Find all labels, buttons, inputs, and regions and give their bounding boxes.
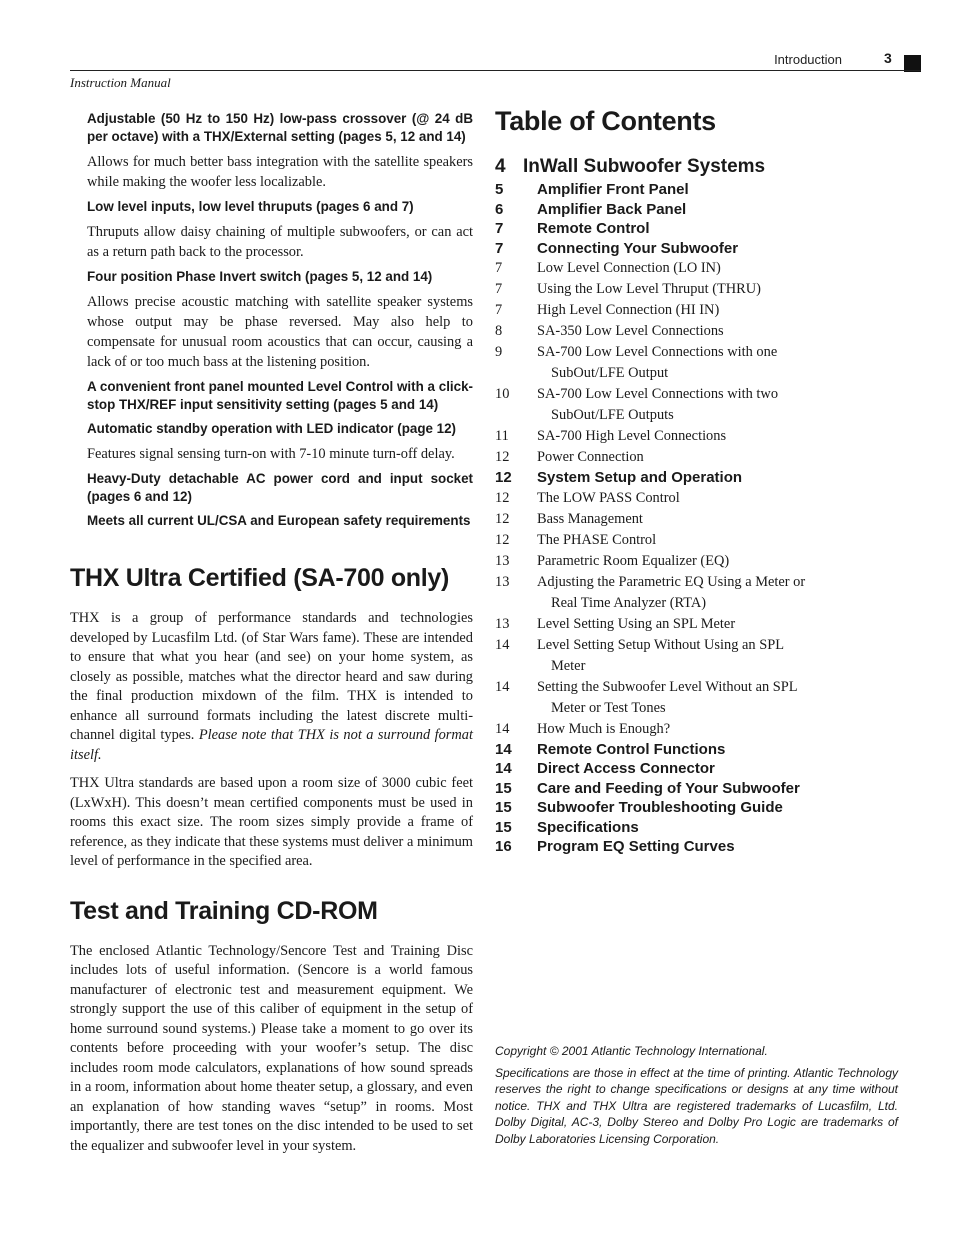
toc-page-number: 12 bbox=[495, 510, 510, 527]
toc-page-number: 15 bbox=[495, 799, 512, 816]
toc-entry-text: Level Setting Setup Without Using an SPL Meter bbox=[537, 636, 784, 674]
page-number: 3 bbox=[884, 50, 892, 66]
toc-subsection-entry bbox=[495, 342, 825, 384]
toc-subsection-entry bbox=[495, 488, 825, 509]
toc-page-number: 7 bbox=[495, 239, 504, 257]
toc-section-entry bbox=[495, 239, 825, 259]
toc-entries bbox=[495, 180, 825, 857]
toc-entry-text: Adjusting the Parametric EQ Using a Meter or Real Time Analyzer (RTA) bbox=[537, 573, 806, 611]
toc-page-number: 13 bbox=[495, 573, 510, 590]
toc-entry-text: Program EQ Setting Curves bbox=[537, 838, 735, 855]
toc-page-number: 14 bbox=[495, 678, 510, 695]
toc-entry-text: Care and Feeding of Your Subwoofer bbox=[537, 779, 800, 797]
toc-page-number: 11 bbox=[495, 428, 509, 444]
toc-page-number: 10 bbox=[495, 386, 510, 402]
table-of-contents bbox=[495, 154, 825, 857]
thx-paragraph-1-note: Please note that THX is not a surround format itself. bbox=[70, 727, 473, 763]
toc-entry-text: Specifications bbox=[537, 818, 639, 836]
feature-description: Allows for much better bass integration with the satellite speakers while making the woofer less localizable. bbox=[87, 154, 473, 190]
toc-subsection-entry bbox=[495, 719, 825, 740]
feature-description: Thruputs allow daisy chaining of multiple subwoofers, or can act as a return path back to the processor. bbox=[87, 224, 473, 260]
toc-page-number: 12 bbox=[495, 449, 510, 465]
toc-section-entry bbox=[495, 180, 825, 200]
cdrom-heading: Test and Training CD-ROM bbox=[70, 896, 378, 925]
thx-paragraph-1 bbox=[70, 609, 473, 765]
toc-page-number: 9 bbox=[495, 344, 503, 360]
toc-entry-text: Amplifier Back Panel bbox=[537, 200, 687, 218]
toc-section-entry bbox=[495, 798, 825, 818]
thx-paragraph-1-text: THX is a group of performance standards and technologies developed by Lucasfilm Ltd. (of Star Wars fame). These are intended to ensure that what you hear (and see) on your home system, as closely as possible, matches what the director heard and saw during the final production mixdown of the film. THX is intended to enhance all surround formats including the latest discrete multi-channel digital types. bbox=[70, 610, 473, 743]
toc-subsection-entry bbox=[495, 300, 825, 321]
toc-subsection-entry bbox=[495, 279, 825, 300]
toc-entry-text: System Setup and Operation bbox=[537, 469, 743, 486]
toc-entry-text: Setting the Subwoofer Level Without an SPL Meter or Test Tones bbox=[537, 678, 798, 716]
toc-page-number: 16 bbox=[495, 838, 512, 855]
toc-page-number: 7 bbox=[495, 281, 503, 297]
toc-entry-text: Power Connection bbox=[537, 449, 644, 465]
toc-entry-text: SA-350 Low Level Connections bbox=[537, 323, 724, 339]
trademark-notice: Specifications are those in effect at the time of printing. Atlantic Technology reserves the right to change specifications or designs at any time without notice. THX and THX Ultra are registered trademarks of Lucasfilm, Ltd. Dolby Digital, AC-3, Dolby Stereo and Dolby Pro Logic are trademarks of Dolby Laboratories Licensing Corporation. bbox=[495, 1065, 898, 1146]
toc-entry-text: Remote Control bbox=[537, 220, 650, 237]
toc-page-number: 4 bbox=[495, 156, 506, 177]
toc-title: Table of Contents bbox=[495, 106, 716, 136]
toc-entry-text: Using the Low Level Thruput (THRU) bbox=[537, 281, 761, 297]
toc-subsection-entry bbox=[495, 258, 825, 279]
toc-section-entry bbox=[495, 837, 825, 857]
toc-entry-text: SA-700 Low Level Connections with two SubOut/LFE Outputs bbox=[537, 386, 779, 423]
toc-page-number: 7 bbox=[495, 260, 503, 276]
feature-description: Allows precise acoustic matching with satellite speaker systems whose output may be phase reversed. May also help to compensate for unusual room acoustics that can occur, causing a lack of or too much bass at the listening position. bbox=[87, 294, 473, 370]
toc-subsection-entry bbox=[495, 635, 825, 677]
toc-page-number: 14 bbox=[495, 740, 512, 758]
toc-page-number: 7 bbox=[495, 220, 504, 237]
toc-entry-text: How Much is Enough? bbox=[537, 720, 671, 737]
toc-subsection-entry bbox=[495, 530, 825, 551]
toc-page-number: 14 bbox=[495, 720, 510, 737]
toc-subsection-entry bbox=[495, 509, 825, 530]
running-header-section: Introduction bbox=[774, 52, 842, 67]
copyright-line: Copyright © 2001 Atlantic Technology International. bbox=[495, 1044, 768, 1058]
thx-heading: THX Ultra Certified (SA-700 only) bbox=[70, 564, 450, 592]
header-rule bbox=[70, 70, 921, 71]
toc-page-number: 12 bbox=[495, 469, 512, 486]
toc-section-entry bbox=[495, 200, 825, 220]
toc-section-entry bbox=[495, 219, 825, 239]
toc-entry-text: SA-700 High Level Connections bbox=[537, 428, 727, 444]
toc-entry-text: The LOW PASS Control bbox=[537, 489, 680, 506]
toc-subsection-entry bbox=[495, 447, 825, 468]
toc-lead-entry bbox=[495, 154, 825, 180]
feature-title: Meets all current UL/CSA and European safety requirements bbox=[87, 513, 471, 528]
toc-subsection-entry bbox=[495, 384, 825, 426]
toc-subsection-entry bbox=[495, 321, 825, 342]
toc-entry-text: Low Level Connection (LO IN) bbox=[537, 260, 721, 276]
left-column bbox=[70, 110, 473, 1165]
toc-entry-text: Subwoofer Troubleshooting Guide bbox=[537, 799, 783, 816]
toc-entry-text: Bass Management bbox=[537, 510, 643, 527]
toc-page-number: 15 bbox=[495, 818, 512, 836]
toc-entry-text: Parametric Room Equalizer (EQ) bbox=[537, 552, 730, 569]
feature-title: Low level inputs, low level thruputs (pages 6 and 7) bbox=[87, 199, 414, 214]
toc-subsection-entry bbox=[495, 572, 825, 614]
thx-paragraph-2: THX Ultra standards are based upon a room size of 3000 cubic feet (LxWxH). This doesn’t mean certified components must be used in rooms this exact size. The room sizes simply provide a frame of reference, as they indicate that these systems must deliver a minimum level of performance in the specified area. bbox=[70, 775, 473, 869]
toc-page-number: 14 bbox=[495, 760, 512, 777]
legal-notice bbox=[495, 1043, 898, 1152]
toc-page-number: 12 bbox=[495, 531, 510, 548]
feature-title: Automatic standby operation with LED indicator (page 12) bbox=[87, 421, 457, 436]
toc-section-entry bbox=[495, 468, 825, 488]
toc-page-number: 14 bbox=[495, 636, 510, 653]
toc-entry-text: Connecting Your Subwoofer bbox=[537, 239, 739, 257]
toc-entry-text: The PHASE Control bbox=[537, 531, 657, 548]
toc-subsection-entry bbox=[495, 551, 825, 572]
feature-title: Four position Phase Invert switch (pages 5, 12 and 14) bbox=[87, 269, 433, 284]
toc-subsection-entry bbox=[495, 614, 825, 635]
toc-subsection-entry bbox=[495, 426, 825, 447]
toc-page-number: 6 bbox=[495, 200, 504, 218]
toc-section-entry bbox=[495, 818, 825, 838]
feature-description: Features signal sensing turn-on with 7-10 minute turn-off delay. bbox=[87, 446, 455, 462]
toc-section-entry bbox=[495, 759, 825, 779]
cdrom-paragraph: The enclosed Atlantic Technology/Sencore Test and Training Disc includes lots of useful information. (Sencore is a world famous manufacturer of electronic test and measurement equipment. We strongly support the use of this caliber of equipment in the setup of home surround sound systems.) Please take a moment to go over its contents before proceeding with your woofer’s setup. The disc includes room mode calculators, explanations of how sound spreads in a room, information about home theater setup, a glossary, and even an explanation of how standing waves “setup” in rooms. Most importantly, there are test tones on the disc intended to be used to set the equalizer and subwoofer level in your system. bbox=[70, 942, 473, 1154]
toc-page-number: 13 bbox=[495, 552, 510, 569]
toc-entry-text: Remote Control Functions bbox=[537, 740, 726, 758]
toc-subsection-entry bbox=[495, 677, 825, 719]
feature-list bbox=[87, 110, 473, 530]
toc-entry-text: InWall Subwoofer Systems bbox=[523, 156, 766, 177]
feature-title: Adjustable (50 Hz to 150 Hz) low-pass crossover (@ 24 dB per octave) with a THX/External setting (pages 5, 12 and 14) bbox=[87, 111, 473, 144]
toc-entry-text: Amplifier Front Panel bbox=[537, 181, 689, 198]
toc-page-number: 12 bbox=[495, 489, 510, 506]
toc-page-number: 13 bbox=[495, 615, 510, 632]
toc-page-number: 15 bbox=[495, 779, 512, 797]
toc-entry-text: SA-700 Low Level Connections with one SubOut/LFE Output bbox=[537, 344, 778, 381]
feature-title: Heavy-Duty detachable AC power cord and input socket (pages 6 and 12) bbox=[87, 471, 473, 504]
toc-entry-text: Direct Access Connector bbox=[537, 760, 715, 777]
manual-label: Instruction Manual bbox=[70, 75, 171, 90]
feature-title: A convenient front panel mounted Level Control with a click-stop THX/REF input sensitivity setting (pages 5 and 14) bbox=[87, 379, 473, 412]
toc-page-number: 8 bbox=[495, 323, 503, 339]
toc-page-number: 7 bbox=[495, 302, 503, 318]
toc-page-number: 5 bbox=[495, 181, 504, 198]
toc-section-entry bbox=[495, 779, 825, 799]
toc-entry-text: High Level Connection (HI IN) bbox=[537, 302, 720, 318]
toc-section-entry bbox=[495, 740, 825, 760]
toc-entry-text: Level Setting Using an SPL Meter bbox=[537, 615, 736, 632]
